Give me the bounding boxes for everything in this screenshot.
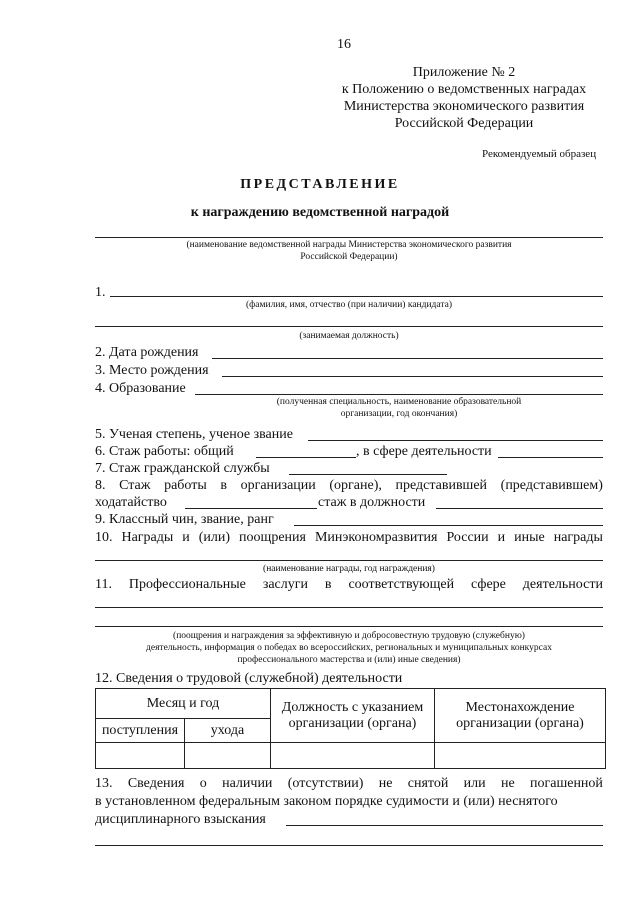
table-row[interactable] xyxy=(96,743,606,769)
location-cell[interactable] xyxy=(435,743,606,769)
exit-cell[interactable] xyxy=(185,743,271,769)
criminal-record-label: 13. Сведения о наличии (отсутствии) не снятой или не погашенной xyxy=(95,776,603,791)
education-label: 4. Образование xyxy=(95,381,186,396)
degree-field[interactable] xyxy=(308,440,603,441)
work-experience-sphere-label: , в сфере деятельности xyxy=(356,444,492,459)
position-header: Должность с указанием организации (органа) xyxy=(271,689,435,743)
entry-cell[interactable] xyxy=(96,743,185,769)
org-experience-label: 8. Стаж работы в организации (органе), представившей (представившем) xyxy=(95,478,603,493)
degree-label: 5. Ученая степень, ученое звание xyxy=(95,427,293,442)
education-field[interactable] xyxy=(195,394,603,395)
position-cell[interactable] xyxy=(271,743,435,769)
awards-hint: (наименование награды, год награждения) xyxy=(263,564,435,574)
sample-note: Рекомендуемый образец xyxy=(482,148,597,160)
location-header: Местонахождение организации (органа) xyxy=(435,689,606,743)
birth-place-field[interactable] xyxy=(222,376,603,377)
position-field[interactable] xyxy=(95,326,603,327)
candidate-name-hint: (фамилия, имя, отчество (при наличии) кандидата) xyxy=(245,300,452,310)
appendix-line-2: к Положению о ведомственных наградах xyxy=(341,82,587,97)
page-subtitle: к награждению ведомственной наградой xyxy=(190,205,450,220)
awards-field[interactable] xyxy=(95,560,603,561)
petition-label: ходатайство xyxy=(95,495,167,510)
page-title: ПРЕДСТАВЛЕНИЕ xyxy=(240,177,400,192)
candidate-name-field[interactable] xyxy=(110,296,603,297)
merits-field-1[interactable] xyxy=(95,607,603,608)
merits-hint: (поощрения и награждения за эффективную и добросовестную трудовую (служебную) деятельность, информация о победах во всероссийских, региональных и муниципальных конкурсах профессионального мастерства и (или) иные сведения) xyxy=(146,631,552,665)
position-hint: (занимаемая должность) xyxy=(299,331,399,341)
criminal-record-line-2: в установленном федеральным законом порядке судимости и (или) неснятого xyxy=(95,794,558,809)
month-year-header: Месяц и год xyxy=(96,689,271,719)
appendix-line-3: Министерства экономического развития xyxy=(343,99,585,114)
civil-service-label: 7. Стаж гражданской службы xyxy=(95,461,270,476)
employment-history-label: 12. Сведения о трудовой (служебной) деятельности xyxy=(95,671,403,686)
criminal-record-field-1[interactable] xyxy=(286,825,603,826)
position-experience-field[interactable] xyxy=(436,508,603,509)
work-experience-sphere-field[interactable] xyxy=(498,457,603,458)
birth-date-field[interactable] xyxy=(212,358,603,359)
appendix-line-4: Российской Федерации xyxy=(394,116,534,131)
employment-history-table xyxy=(95,688,606,769)
awards-label: 10. Награды и (или) поощрения Минэкономразвития России и иные награды xyxy=(95,530,603,545)
birth-date-label: 2. Дата рождения xyxy=(95,345,199,360)
merits-label: 11. Профессиональные заслуги в соответствующей сфере деятельности xyxy=(95,577,603,592)
item-1-number: 1. xyxy=(95,285,106,300)
entry-header: поступления xyxy=(96,719,185,743)
appendix-line-1: Приложение № 2 xyxy=(412,65,516,80)
org-experience-field[interactable] xyxy=(185,508,317,509)
award-name-hint: (наименование ведомственной награды Министерства экономического развития Российской Федерации) xyxy=(186,240,512,262)
education-hint: (полученная специальность, наименование образовательной организации, год окончания) xyxy=(276,397,522,419)
merits-field-2[interactable] xyxy=(95,626,603,627)
civil-service-field[interactable] xyxy=(289,474,447,475)
criminal-record-line-3: дисциплинарного взыскания xyxy=(95,812,266,827)
class-rank-field[interactable] xyxy=(294,525,603,526)
appendix-block xyxy=(330,64,598,132)
work-experience-total-field[interactable] xyxy=(256,457,356,458)
exit-header: ухода xyxy=(185,719,271,743)
position-experience-label: стаж в должности xyxy=(318,495,426,510)
page-number: 16 xyxy=(337,37,351,52)
criminal-record-field-2[interactable] xyxy=(95,845,603,846)
work-experience-total-label: 6. Стаж работы: общий xyxy=(95,444,234,459)
class-rank-label: 9. Классный чин, звание, ранг xyxy=(95,512,274,527)
birth-place-label: 3. Место рождения xyxy=(95,363,209,378)
award-name-field[interactable] xyxy=(95,237,603,238)
